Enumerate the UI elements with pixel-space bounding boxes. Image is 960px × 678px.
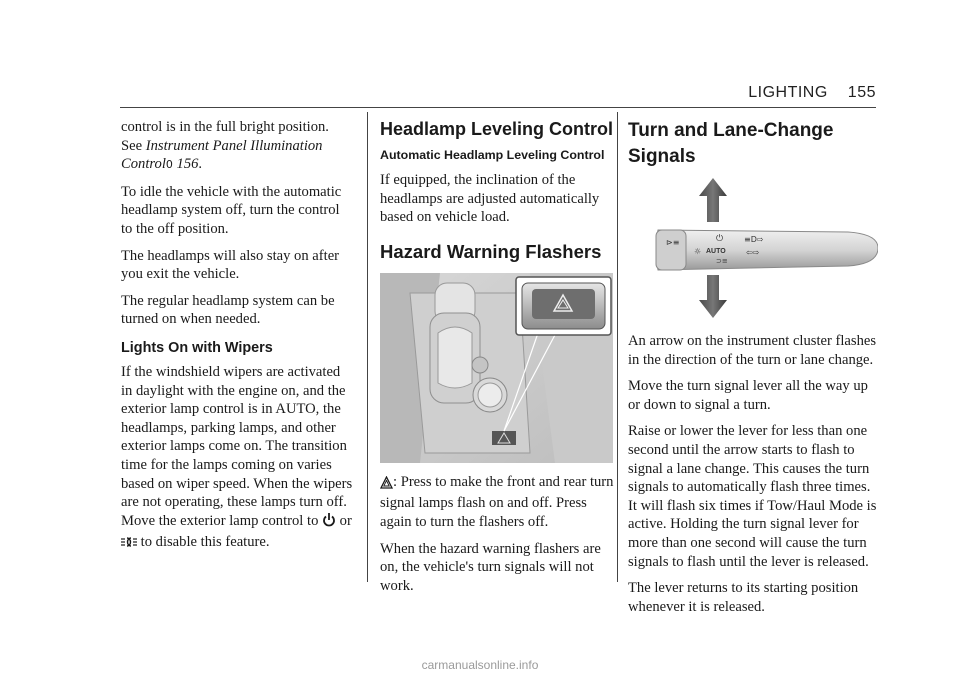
column-1 — [121, 118, 353, 563]
svg-text:⇦⇨: ⇦⇨ — [746, 248, 760, 257]
paragraph-bright-position: control is in the full bright position. See Instrument Panel Illumination Control0 156. — [121, 119, 329, 173]
heading-hazard-warning: Hazard Warning Flashers — [380, 240, 602, 262]
paragraph-lane-change: Raise or lower the lever for less than one second until the arrow starts to flash to signal a lane change. This causes the turn signals to automatically flash three times. It will flash six times if Tow/Haul Mode is active. Holding the turn signal lever for more than one second will cause the turn signals to flash until the lever is released. — [628, 423, 877, 570]
paragraph-lever-returns: The lever returns to its starting position whenever it is released. — [628, 580, 859, 615]
cross-reference-page[interactable]: 156 — [172, 156, 199, 173]
heading-headlamp-leveling: Headlamp Leveling Control — [380, 119, 614, 139]
page-ref-arrow-icon: 0 — [165, 158, 173, 172]
heading-lights-on-with-wipers: Lights On with Wipers — [121, 339, 273, 356]
svg-text:☼: ☼ — [694, 247, 702, 256]
header-rule — [120, 107, 876, 108]
column-2 — [380, 118, 615, 603]
svg-text:≡D⇨: ≡D⇨ — [744, 235, 764, 244]
paragraph-arrow-cluster: An arrow on the instrument cluster flashes in the direction of the turn or lane change. — [628, 333, 877, 368]
svg-text:⊳≡: ⊳≡ — [666, 238, 680, 247]
page-number: 155 — [847, 84, 876, 101]
paragraph-leveling: If equipped, the inclination of the headlamps are adjusted automatically based on vehicle load. — [380, 172, 600, 226]
cross-reference-link[interactable]: Instrument Panel Illumination Control — [121, 137, 323, 173]
watermark: carmanualsonline.info — [421, 658, 539, 672]
paragraph-hazard-description: : Press to make the front and rear turn signal lamps flash on and off. Press again to turn the flashers off. — [380, 473, 614, 530]
lever-auto-label: AUTO — [706, 248, 726, 255]
paragraph-regular-system: The regular headlamp system can be turned on when needed. — [121, 292, 335, 328]
parking-lamps-icon — [121, 535, 137, 555]
section-title: LIGHTING — [748, 84, 828, 101]
power-icon — [322, 512, 336, 534]
turn-signal-lever-image — [628, 178, 878, 318]
column-divider-1 — [367, 112, 368, 582]
paragraph-hazard-signals: When the hazard warning flashers are on, the vehicle's turn signals will not work. — [380, 540, 601, 594]
column-divider-2 — [617, 112, 618, 582]
paragraph-signal-turn: Move the turn signal lever all the way up or down to signal a turn. — [628, 378, 868, 413]
heading-turn-lane-change: Turn and Lane-Change Signals — [628, 120, 834, 167]
svg-text:⊃≡: ⊃≡ — [716, 257, 728, 265]
paragraph-wipers: If the windshield wipers are activated in daylight with the engine on, and the exterior lamp control is in AUTO, the headlamps, parking lamps, and other exterior lamps come on. The transition time for the lamps coming on varies based on wiper speed. When the wipers are not operating, these lamps turn off. Move the exterior lamp control to or to disable this feature. — [121, 363, 353, 555]
column-3 — [628, 118, 878, 624]
hazard-icon — [380, 476, 393, 495]
subheading-automatic-leveling: Automatic Headlamp Leveling Control — [380, 148, 605, 162]
paragraph-stay-on: The headlamps will also stay on after you exit the vehicle. — [121, 247, 340, 283]
hazard-console-image — [380, 273, 613, 463]
svg-text:⏻: ⏻ — [716, 234, 724, 244]
page-header — [748, 84, 876, 102]
paragraph-idle: To idle the vehicle with the automatic headlamp system off, turn the control to the off position. — [121, 183, 342, 237]
